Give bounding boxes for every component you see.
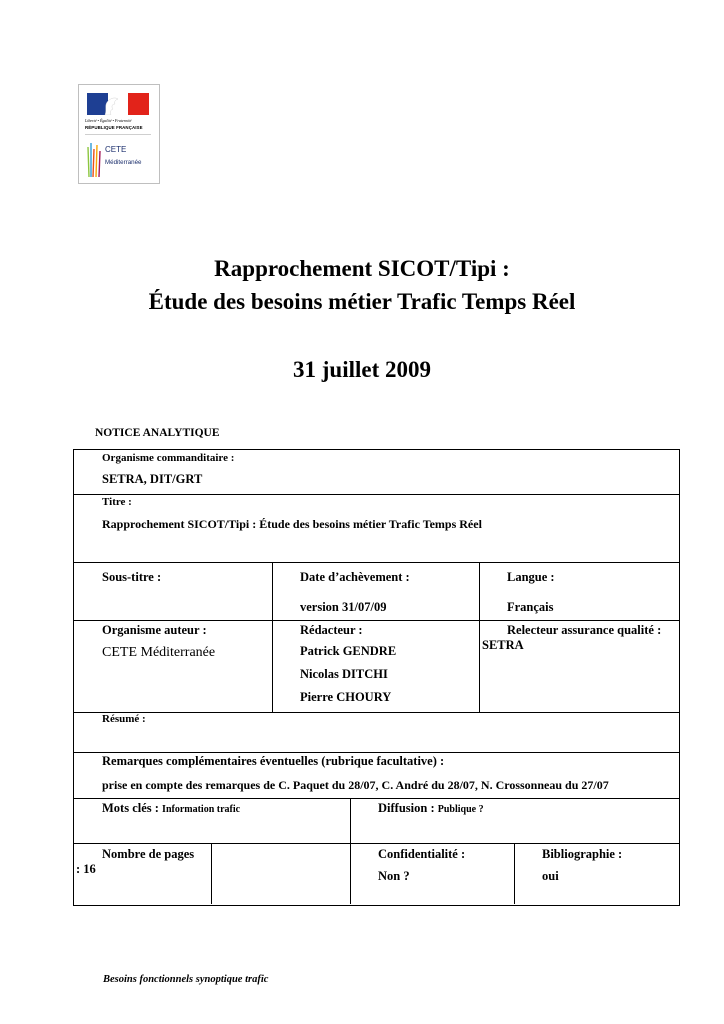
diffusion-field [378,801,484,816]
page-footer: Besoins fonctionnels synoptique trafic [103,974,269,985]
bibliographie-value: oui [542,869,559,883]
remarques-label: Remarques complémentaires éventuelles (rubrique facultative) : [102,754,445,768]
republic-text: RÉPUBLIQUE FRANÇAISE [85,125,143,130]
notice-table [73,449,680,906]
document-title-line1: Rapprochement SICOT/Tipi : [214,256,510,281]
pages-value: : 16 [76,862,96,876]
soustitre-label: Sous-titre : [102,570,162,584]
diffusion-label: Diffusion : [378,801,435,815]
redacteur-name: Nicolas DITCHI [300,667,388,681]
resume-label: Résumé : [102,713,146,725]
motscles-field [102,801,240,816]
notice-heading: NOTICE ANALYTIQUE [95,427,220,439]
motscles-value: Information trafic [162,804,241,815]
marianne-profile-icon [101,95,123,115]
document-title-line2: Étude des besoins métier Trafic Temps Réel [148,289,576,314]
langue-label: Langue : [507,570,555,584]
remarques-value: prise en compte des remarques de C. Paquet du 28/07, C. André du 28/07, N. Crossonneau du 27/07 [102,778,609,792]
date-achevement-label: Date d’achèvement : [300,570,410,584]
qualite-label: Relecteur assurance qualité : [507,623,662,637]
redacteur-name: Patrick GENDRE [300,644,397,658]
titre-value: Rapprochement SICOT/Tipi : Étude des besoins métier Trafic Temps Réel [102,517,482,531]
qualite-value: SETRA [482,638,524,652]
document-date: 31 juillet 2009 [293,357,431,382]
redacteur-name: Pierre CHOURY [300,690,392,704]
pages-label: Nombre de pages [102,847,195,861]
cete-logo-bars-icon [87,141,101,177]
cete-name: CETE [105,145,127,154]
confidentialite-value: Non ? [378,869,410,883]
langue-value: Français [507,600,554,614]
republique-francaise-logo [87,93,149,115]
confidentialite-label: Confidentialité : [378,847,466,861]
logo-divider [85,134,151,135]
commanditaire-label: Organisme commanditaire : [102,452,235,464]
redacteur-label: Rédacteur : [300,623,363,637]
auteur-value: CETE Méditerranée [102,645,216,660]
date-achevement-value: version 31/07/09 [300,600,387,614]
titre-label: Titre : [102,496,132,508]
logo-block [78,84,160,184]
diffusion-value: Publique ? [437,804,484,815]
motscles-label: Mots clés : [102,801,159,815]
cete-subtitle: Méditerranée [105,159,142,166]
auteur-label: Organisme auteur : [102,623,207,637]
motto-text: Liberté • Égalité • Fraternité [85,118,132,123]
bibliographie-label: Bibliographie : [542,847,623,861]
commanditaire-value: SETRA, DIT/GRT [102,472,203,486]
